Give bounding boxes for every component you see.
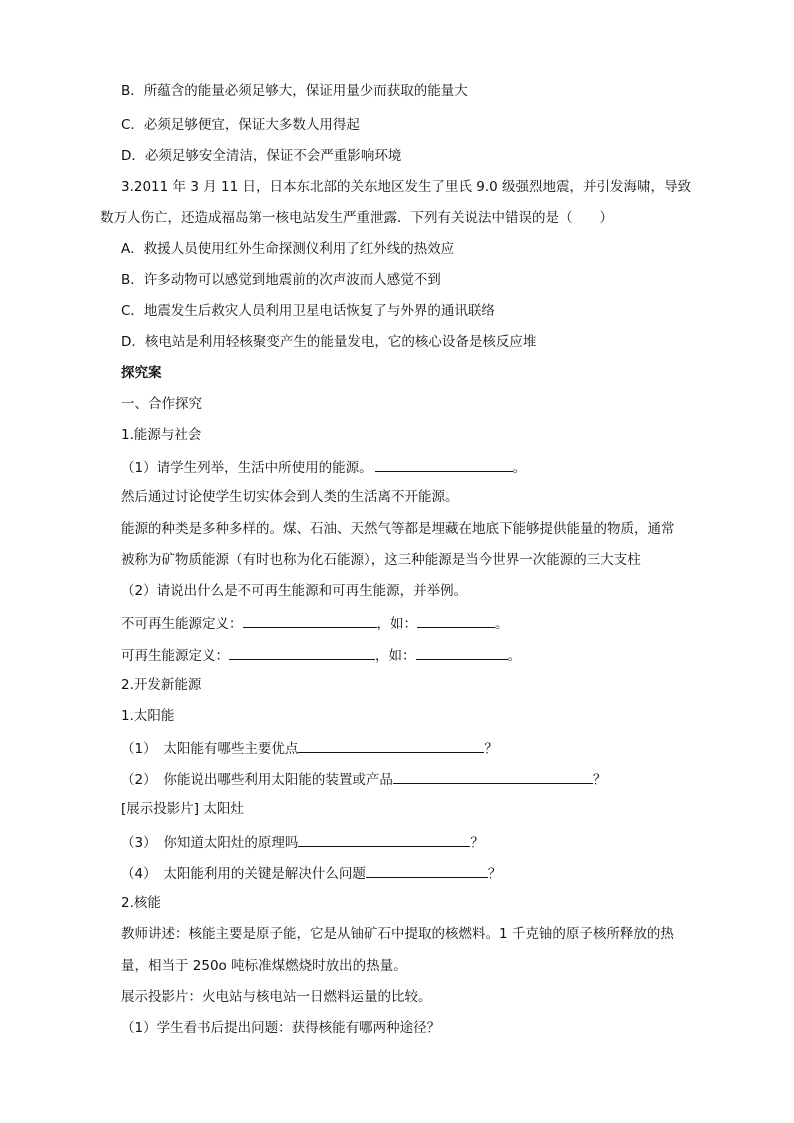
topic-heading-solar: 1.太阳能 <box>121 708 175 724</box>
fill-line-nonrenewable: 不可再生能源定义： ，如： 。 <box>121 613 509 633</box>
question-line: （2）请说出什么是不可再生能源和可再生能源，并举例。 <box>121 583 468 599</box>
fill-line-solar-devices: （2） 你能说出哪些利用太阳能的装置或产品 ？ <box>121 769 606 789</box>
q3-option-d: D．核电站是利用轻核聚变产生的能量发电，它的核心设备是核反应堆 <box>121 334 537 350</box>
q3-option-b: B．许多动物可以感觉到地震前的次声波而人感觉不到 <box>121 272 441 288</box>
paragraph-line: 量，相当于 250o 吨标准煤燃烧时放出的热量。 <box>121 958 407 974</box>
paragraph-line: 教师讲述：核能主要是原子能，它是从铀矿石中提取的核燃料。1 千克铀的原子核所释放的热 <box>121 926 674 942</box>
paragraph-line: 被称为矿物质能源（有时也称为化石能源），这三种能源是当今世界一次能源的三大支柱 <box>121 552 641 568</box>
paragraph-line: 然后通过讨论使学生切实体会到人类的生活离不开能源。 <box>121 489 459 505</box>
option-c-line: C．必须足够便宜，保证大多数人用得起 <box>121 117 360 133</box>
question-3-line-2: 数万人伤亡，还造成福岛第一核电站发生严重泄露．下列有关说法中错误的是（ ） <box>100 210 613 226</box>
answer-blank[interactable] <box>298 832 470 847</box>
q3-option-a: A．救援人员使用红外生命探测仪利用了红外线的热效应 <box>121 241 455 257</box>
section-heading: 探究案 <box>121 365 162 381</box>
topic-heading-nuclear: 2.核能 <box>121 895 161 911</box>
question-line: （1）学生看书后提出问题：获得核能有哪两种途径？ <box>121 1020 441 1036</box>
option-d-line: D．必须足够安全清洁，保证不会严重影响环境 <box>121 148 402 164</box>
answer-blank[interactable] <box>229 645 375 660</box>
topic-heading-new-energy: 2.开发新能源 <box>121 677 202 693</box>
answer-blank[interactable] <box>366 863 488 878</box>
option-b-line: B．所蕴含的能量必须足够大，保证用量少而获取的能量大 <box>121 83 468 99</box>
projection-note-solar-stove: [展示投影片] 太阳灶 <box>121 801 244 817</box>
projection-note-power-station: 展示投影片：火电站与核电站一日燃料运量的比较。 <box>121 989 432 1005</box>
answer-blank[interactable] <box>298 738 484 753</box>
fill-line-solar-advantages: （1） 太阳能有哪些主要优点 ？ <box>121 738 498 758</box>
answer-blank[interactable] <box>417 613 495 628</box>
answer-blank[interactable] <box>416 645 508 660</box>
fill-line-energy-list: （1）请学生列举，生活中所使用的能源。 。 <box>121 457 526 477</box>
answer-blank[interactable] <box>393 769 593 784</box>
subsection-heading: 一、合作探究 <box>121 396 202 412</box>
answer-blank[interactable] <box>243 613 377 628</box>
fill-line-solar-stove-principle: （3） 你知道太阳灶的原理吗 ？ <box>121 832 484 852</box>
topic-heading-energy-society: 1.能源与社会 <box>121 427 202 443</box>
paragraph-line: 能源的种类是多种多样的。煤、石油、天然气等都是埋藏在地底下能够提供能量的物质，通常 <box>121 521 675 537</box>
fill-line-solar-key-problem: （4） 太阳能利用的关键是解决什么问题 ？ <box>121 863 501 883</box>
fill-line-renewable: 可再生能源定义： ，如： 。 <box>121 645 521 665</box>
question-3-line-1: 3.2011 年 3 月 11 日，日本东北部的关东地区发生了里氏 9.0 级强烈地震，并引发海啸，导致 <box>121 179 692 195</box>
answer-blank[interactable] <box>375 457 513 472</box>
q3-option-c: C．地震发生后救灾人员利用卫星电话恢复了与外界的通讯联络 <box>121 303 495 319</box>
